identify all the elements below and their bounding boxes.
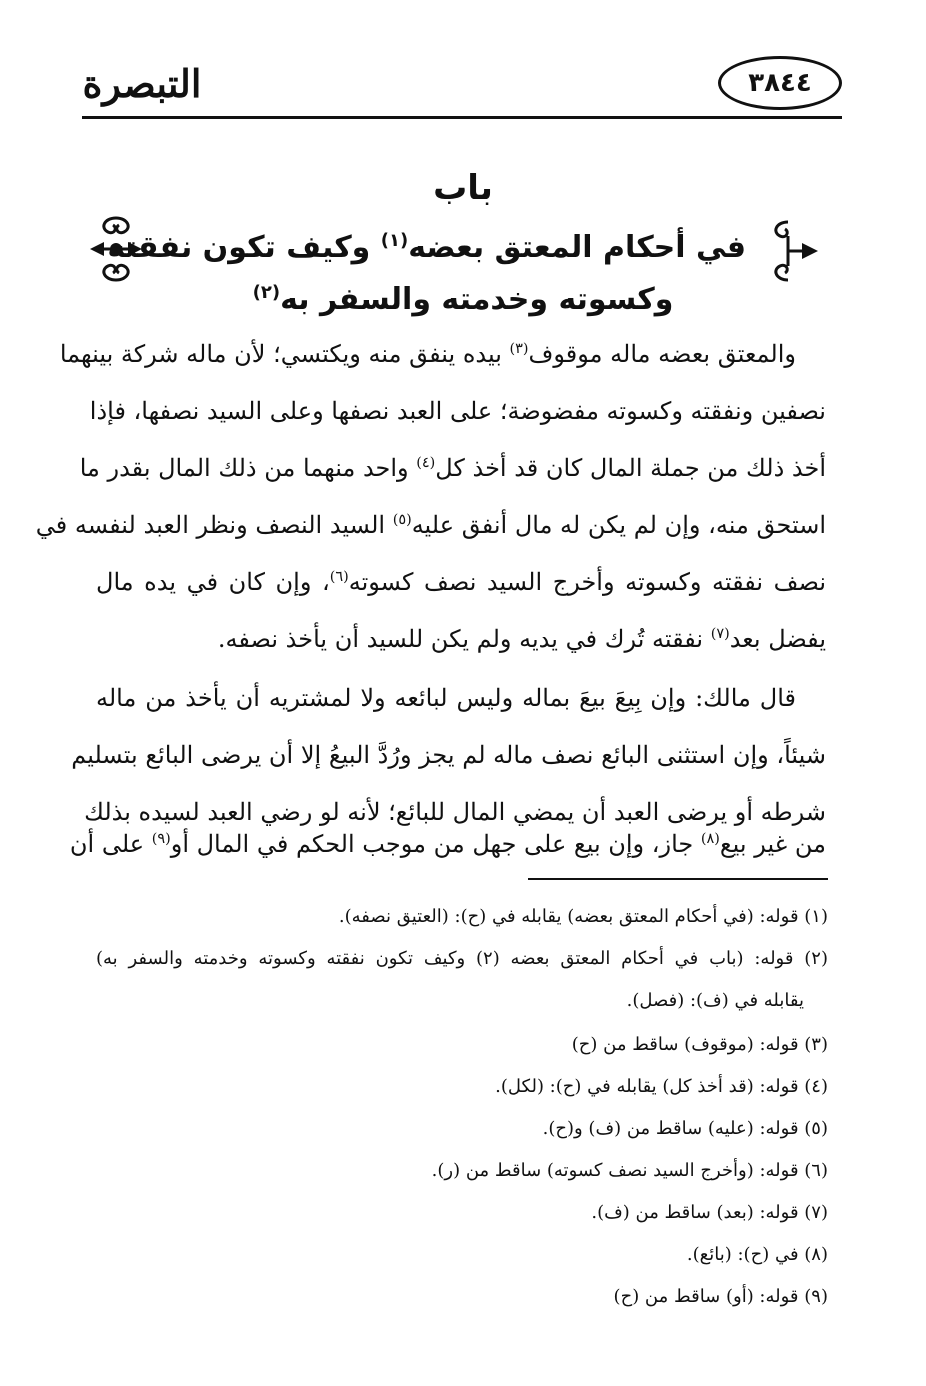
footnote: (١) قوله: (في أحكام المعتق بعضه) يقابله في (ح): (العتيق نصفه). — [338, 906, 828, 927]
running-header — [82, 52, 842, 124]
footnote-marker[interactable]: (٧) — [710, 626, 730, 642]
chapter-heading: باب — [433, 168, 493, 208]
body-text-line: نصفين ونفقته وكسوته مفضوضة؛ على العبد نصفها وعلى السيد نصفها، فإذا — [89, 397, 826, 425]
footnote-marker[interactable]: (٩) — [151, 831, 171, 847]
footnote-continuation: يقابله في (ف): (فصل). — [626, 990, 804, 1011]
chapter-title-line-2 — [180, 282, 746, 317]
body-text: بيده ينفق منه ويكتسي؛ لأن ماله شركة بينهما — [59, 340, 510, 368]
scroll-ornament-right-icon — [762, 216, 822, 286]
body-text-line: شيئاً، وإن استثنى البائع نصف ماله لم يجز ورُدَّ البيعُ إلا أن يرضى البائع بتسليم — [71, 741, 826, 769]
body-text: قال مالك: وإن بِيعَ بيعَ بماله وليس لبائعه ولا لمشتريه أن يأخذ من ماله — [96, 684, 796, 712]
body-text-line — [69, 830, 826, 858]
body-text: ، وإن كان في يده مال — [96, 568, 330, 596]
chapter-title-text: وكيف تكون نفقته — [107, 230, 381, 265]
page-number: ٣٨٤٤ — [718, 56, 842, 110]
body-text: نصف نفقته وكسوته وأخرج السيد نصف كسوته — [348, 568, 826, 596]
footnote-marker[interactable]: (١) — [380, 230, 409, 251]
body-text-line — [79, 454, 826, 482]
footnote-marker[interactable]: (٢) — [252, 282, 281, 303]
header-rule — [82, 116, 842, 119]
footnote: (٧) قوله: (بعد) ساقط من (ف). — [591, 1202, 828, 1223]
body-text: واحد منهما من ذلك المال بقدر ما — [79, 454, 417, 482]
footnote: (٨) في (ح): (بائع). — [686, 1244, 828, 1265]
footnote: (٤) قوله: (قد أخذ كل) يقابله في (ح): (لكل). — [495, 1076, 828, 1097]
body-text: والمعتق بعضه ماله موقوف — [528, 340, 796, 368]
footnote-marker[interactable]: (٦) — [329, 569, 349, 585]
footnote-separator — [528, 878, 828, 880]
footnote-marker[interactable]: (٨) — [700, 831, 720, 847]
body-text: من غير بيع — [719, 830, 826, 858]
footnote: (٥) قوله: (عليه) ساقط من (ف) و(ح). — [542, 1118, 828, 1139]
body-text: نفقته تُرك في يديه ولم يكن للسيد أن يأخذ نصفه. — [217, 625, 711, 653]
book-title: التبصرة — [82, 60, 202, 106]
footnote: (٢) قوله: (باب في أحكام المعتق بعضه (٢) وكيف تكون نفقته وكسوته وخدمته والسفر به) — [96, 948, 828, 969]
footnote-marker[interactable]: (٤) — [416, 455, 436, 471]
body-text: جاز، وإن بيع على جهل من موجب الحكم في المال أو — [170, 830, 701, 858]
body-text-line — [59, 340, 826, 368]
body-text: استحق منه، وإن لم يكن له مال أنفق عليه — [411, 511, 826, 539]
chapter-title-text: وكسوته وخدمته والسفر به — [280, 282, 674, 317]
footnote: (٩) قوله: (أو) ساقط من (ح) — [613, 1286, 828, 1307]
body-text-line — [35, 511, 826, 539]
body-text-line — [96, 627, 826, 651]
body-text: يفضل بعد — [729, 625, 826, 653]
chapter-title-text: في أحكام المعتق بعضه — [408, 230, 746, 265]
footnote: (٣) قوله: (موقوف) ساقط من (ح) — [571, 1034, 828, 1055]
footnote: (٦) قوله: (وأخرج السيد نصف كسوته) ساقط من (ر). — [431, 1160, 828, 1181]
body-text-line — [96, 570, 826, 594]
footnote-marker[interactable]: (٣) — [509, 341, 529, 357]
body-text: على أن — [69, 830, 152, 858]
body-text: السيد النصف ونظر العبد لنفسه في — [35, 511, 393, 539]
body-text-line: شرطه أو يرضى العبد أن يمضي المال للبائع؛ لأنه لو رضي العبد لسيده بذلك — [84, 798, 826, 826]
body-text: أخذ ذلك من جملة المال كان قد أخذ كل — [435, 454, 826, 482]
body-text-line — [96, 686, 826, 710]
chapter-title-line-1 — [107, 230, 746, 265]
footnote-marker[interactable]: (٥) — [392, 512, 412, 528]
